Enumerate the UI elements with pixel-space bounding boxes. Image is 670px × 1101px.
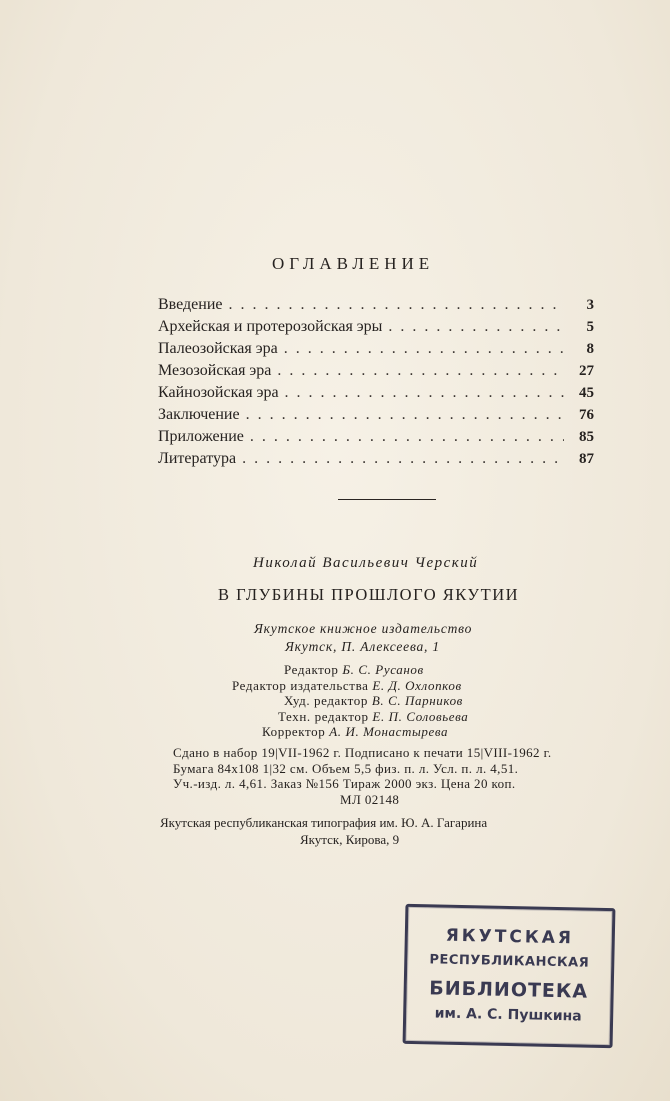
toc-leader-dots	[250, 428, 564, 446]
stamp-line-3: БИБЛИОТЕКА	[429, 977, 589, 1003]
toc-entry	[158, 296, 594, 318]
stamp-line-4: им. А. С. Пушкина	[434, 1005, 582, 1025]
toc-entry	[158, 362, 594, 384]
toc-entry-page: 8	[586, 341, 594, 357]
toc-leader-dots	[285, 384, 564, 402]
credit-name: Б. С. Русанов	[342, 662, 424, 677]
printer-name: Якутская республиканская типография им. Ю. А. Гагарина	[160, 815, 488, 830]
toc-entry-page: 87	[579, 451, 594, 467]
imprint-line: Бумага 84x108 1|32 см. Объем 5,5 физ. п. л. Усл. п. л. 4,51.	[173, 760, 519, 776]
stamp-line-1: ЯКУТСКАЯ	[445, 925, 575, 949]
book-title: В ГЛУБИНЫ ПРОШЛОГО ЯКУТИИ	[218, 585, 520, 604]
credit-line	[262, 724, 448, 740]
toc-entry-page: 85	[579, 429, 594, 445]
credit-role: Редактор издательства	[232, 677, 369, 693]
toc-leader-dots	[388, 318, 564, 336]
toc-entry-page: 5	[586, 319, 594, 335]
publisher-address: Якутск, П. Алексеева, 1	[285, 639, 440, 654]
toc-entry-label: Введение	[158, 296, 223, 313]
credit-role: Техн. редактор	[278, 708, 369, 724]
credit-role: Редактор	[284, 662, 339, 677]
printer-address: Якутск, Кирова, 9	[300, 832, 400, 847]
credit-line	[284, 693, 463, 709]
toc-entry	[158, 450, 594, 472]
toc-entry	[158, 318, 594, 340]
credit-line	[278, 709, 468, 725]
toc-entry-label: Приложение	[158, 428, 244, 445]
toc-leader-dots	[284, 340, 564, 358]
library-stamp	[403, 904, 616, 1048]
toc-entry-label: Архейская и протерозойская эры	[158, 318, 383, 335]
imprint-line: Сдано в набор 19|VII-1962 г. Подписано к печати 15|VIII-1962 г.	[173, 745, 552, 760]
credit-role: Корректор	[262, 724, 326, 739]
toc-entry	[158, 428, 594, 450]
toc-leader-dots	[229, 296, 565, 314]
toc-leader-dots	[277, 362, 564, 380]
imprint-line: Уч.-изд. л. 4,61. Заказ №156 Тираж 2000 экз. Цена 20 коп.	[173, 776, 516, 791]
credit-role: Худ. редактор	[284, 693, 368, 708]
publisher-name: Якутское книжное издательство	[254, 621, 473, 636]
author-name: Николай Васильевич Черский	[253, 555, 479, 571]
credit-name: Е. П. Соловьева	[372, 708, 469, 724]
toc-entry	[158, 406, 594, 428]
toc-entry-label: Палеозойская эра	[158, 340, 278, 357]
stamp-line-2: РЕСПУБЛИКАНСКАЯ	[429, 952, 590, 971]
toc-entry-page: 27	[579, 363, 594, 379]
toc-entry-label: Кайнозойская эра	[158, 384, 279, 401]
toc-entry-label: Заключение	[158, 406, 240, 423]
toc-leader-dots	[242, 450, 564, 468]
toc-entry-label: Литература	[158, 450, 237, 467]
credit-name: А. И. Монастырева	[329, 724, 449, 739]
toc-entry	[158, 384, 594, 406]
credit-line	[284, 662, 424, 678]
toc-entry-page: 45	[579, 385, 594, 401]
toc-entry-label: Мезозойская эра	[158, 362, 272, 379]
credit-name: В. С. Парников	[371, 693, 463, 708]
toc-title: ОГЛАВЛЕНИЕ	[272, 254, 435, 273]
toc-entry	[158, 340, 594, 362]
divider-rule	[338, 499, 436, 500]
credit-name: Е. Д. Охлопков	[372, 677, 462, 693]
toc-leader-dots	[246, 406, 564, 424]
toc-entry-page: 76	[579, 407, 594, 423]
imprint-line: МЛ 02148	[340, 791, 400, 807]
toc-entry-page: 3	[586, 297, 594, 313]
credit-line	[232, 678, 462, 694]
